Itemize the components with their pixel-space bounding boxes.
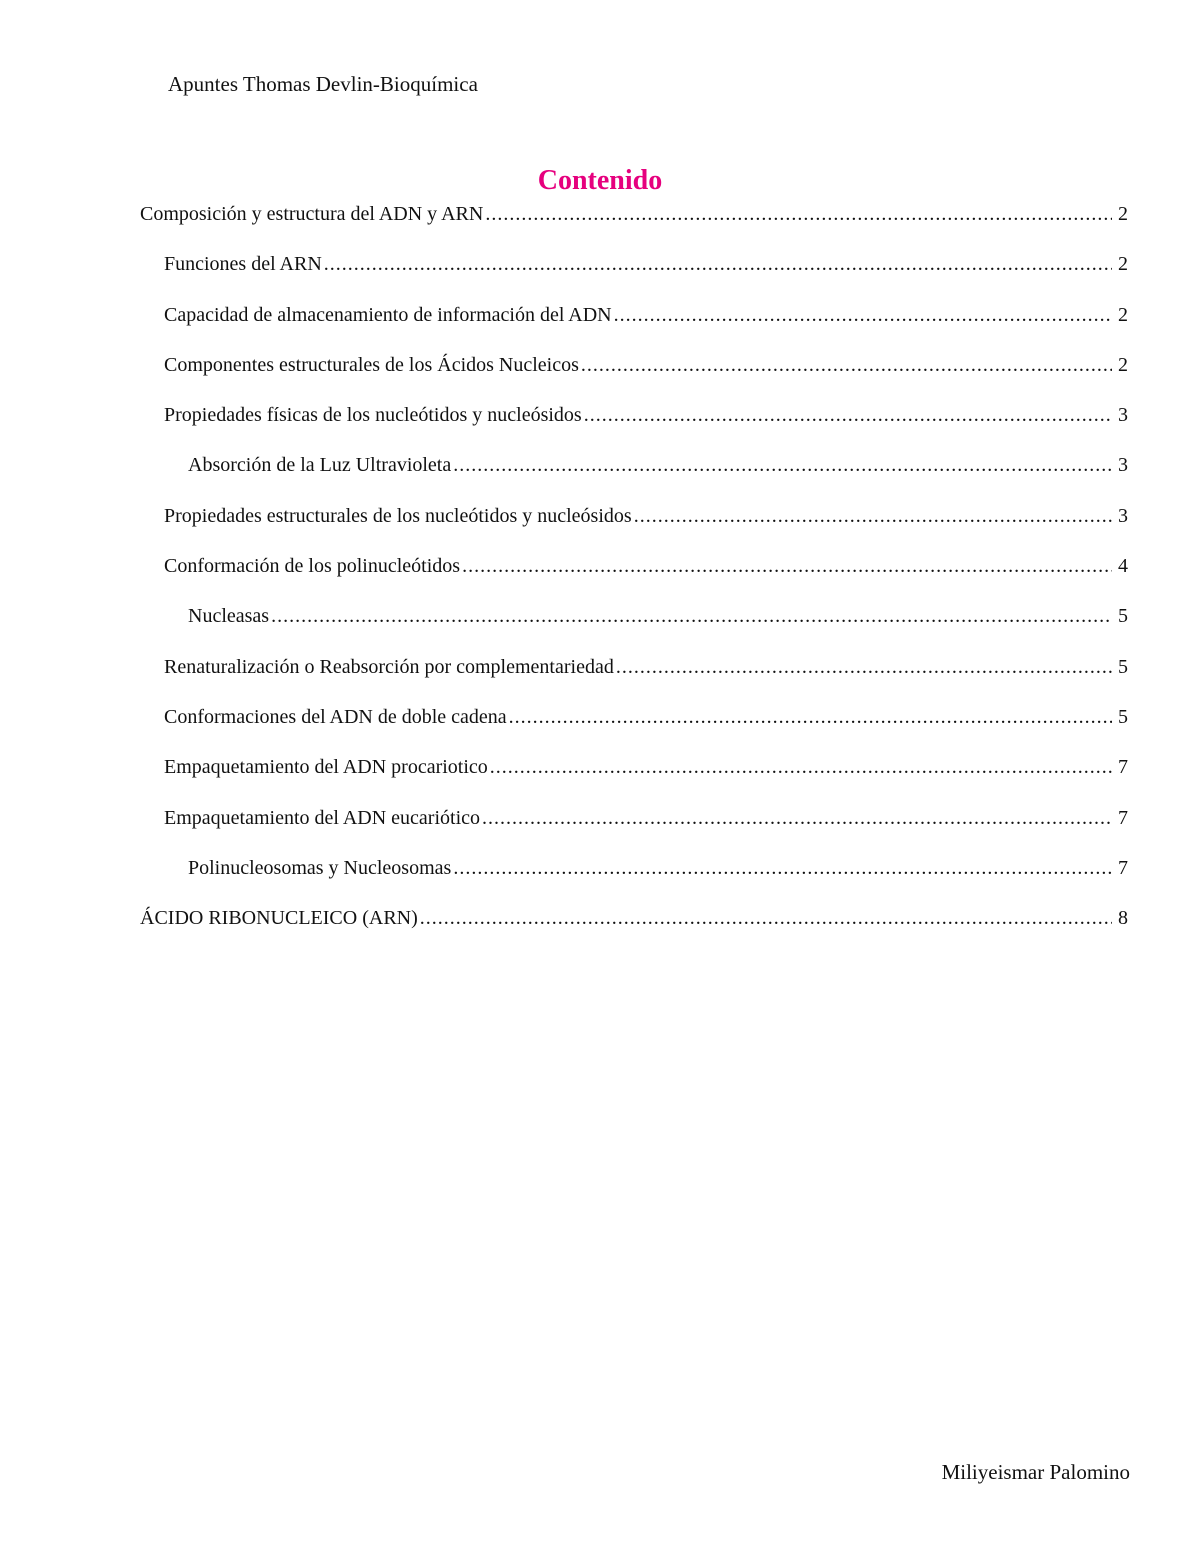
toc-entry[interactable] [164, 401, 1128, 429]
toc-entry[interactable] [188, 854, 1128, 882]
toc-entry-label: Nucleasas [188, 605, 270, 627]
toc-entry[interactable] [164, 804, 1128, 832]
toc-entry-label: Propiedades estructurales de los nucleótidos y nucleósidos [164, 505, 632, 527]
toc-entry-page: 7 [1118, 857, 1128, 879]
toc-entry-page: 2 [1118, 354, 1128, 376]
toc-dot-leader [509, 703, 1112, 731]
toc-entry-page: 7 [1118, 756, 1128, 778]
toc-entry-label: Composición y estructura del ADN y ARN [140, 203, 484, 225]
page-header: Apuntes Thomas Devlin-Bioquímica [168, 72, 478, 96]
toc-entry-label: Propiedades físicas de los nucleótidos y nucleósidos [164, 404, 582, 426]
toc-entry-page: 7 [1118, 807, 1128, 829]
toc-entry-label: Absorción de la Luz Ultravioleta [188, 454, 452, 476]
toc-entry-label: Empaquetamiento del ADN eucariótico [164, 807, 481, 829]
toc-entry-page: 2 [1118, 253, 1128, 275]
toc-dot-leader [482, 804, 1112, 832]
toc-dot-leader [453, 451, 1112, 479]
toc-entry[interactable] [164, 753, 1128, 781]
toc-entry[interactable] [164, 703, 1128, 731]
toc-dot-leader [490, 753, 1112, 781]
toc-entry[interactable] [140, 200, 1128, 228]
toc-dot-leader [462, 552, 1112, 580]
toc-dot-leader [616, 653, 1112, 681]
toc-entry-label: Conformación de los polinucleótidos [164, 555, 461, 577]
toc-dot-leader [581, 351, 1112, 379]
toc-dot-leader [420, 904, 1112, 932]
toc-entry-label: ÁCIDO RIBONUCLEICO (ARN) [140, 907, 418, 929]
toc-entry[interactable] [164, 653, 1128, 681]
toc-entry-page: 5 [1118, 605, 1128, 627]
toc-entry-page: 5 [1118, 656, 1128, 678]
toc-entry-label: Funciones del ARN [164, 253, 322, 275]
toc-dot-leader [453, 854, 1112, 882]
toc-entry-page: 3 [1118, 404, 1128, 426]
toc-entry[interactable] [164, 502, 1128, 530]
toc-entry-page: 3 [1118, 505, 1128, 527]
toc-entry-page: 2 [1118, 203, 1128, 225]
toc-dot-leader [485, 200, 1112, 228]
toc-entry[interactable] [188, 602, 1128, 630]
toc-dot-leader [324, 250, 1112, 278]
toc-entry-page: 2 [1118, 304, 1128, 326]
toc-title: Contenido [537, 165, 663, 196]
toc-entry[interactable] [164, 552, 1128, 580]
toc-entry-label: Capacidad de almacenamiento de información del ADN [164, 304, 612, 326]
toc-entry-page: 5 [1118, 706, 1128, 728]
toc-entry-page: 8 [1118, 907, 1128, 929]
toc-entry-label: Conformaciones del ADN de doble cadena [164, 706, 507, 728]
toc-entry-label: Polinucleosomas y Nucleosomas [188, 857, 452, 879]
page-footer: Miliyeismar Palomino [941, 1460, 1130, 1484]
toc-entry[interactable] [164, 351, 1128, 379]
toc-entry[interactable] [140, 904, 1128, 932]
toc-entry-page: 3 [1118, 454, 1128, 476]
toc-entry-label: Empaquetamiento del ADN procariotico [164, 756, 488, 778]
toc-entry[interactable] [164, 250, 1128, 278]
toc-dot-leader [271, 602, 1112, 630]
toc-entry-page: 4 [1118, 555, 1128, 577]
toc-entry[interactable] [188, 451, 1128, 479]
toc-dot-leader [614, 301, 1112, 329]
toc-entry-label: Renaturalización o Reabsorción por complementariedad [164, 656, 614, 678]
toc-dot-leader [584, 401, 1112, 429]
toc-entry[interactable] [164, 301, 1128, 329]
toc-dot-leader [634, 502, 1112, 530]
toc-entry-label: Componentes estructurales de los Ácidos Nucleicos [164, 354, 579, 376]
